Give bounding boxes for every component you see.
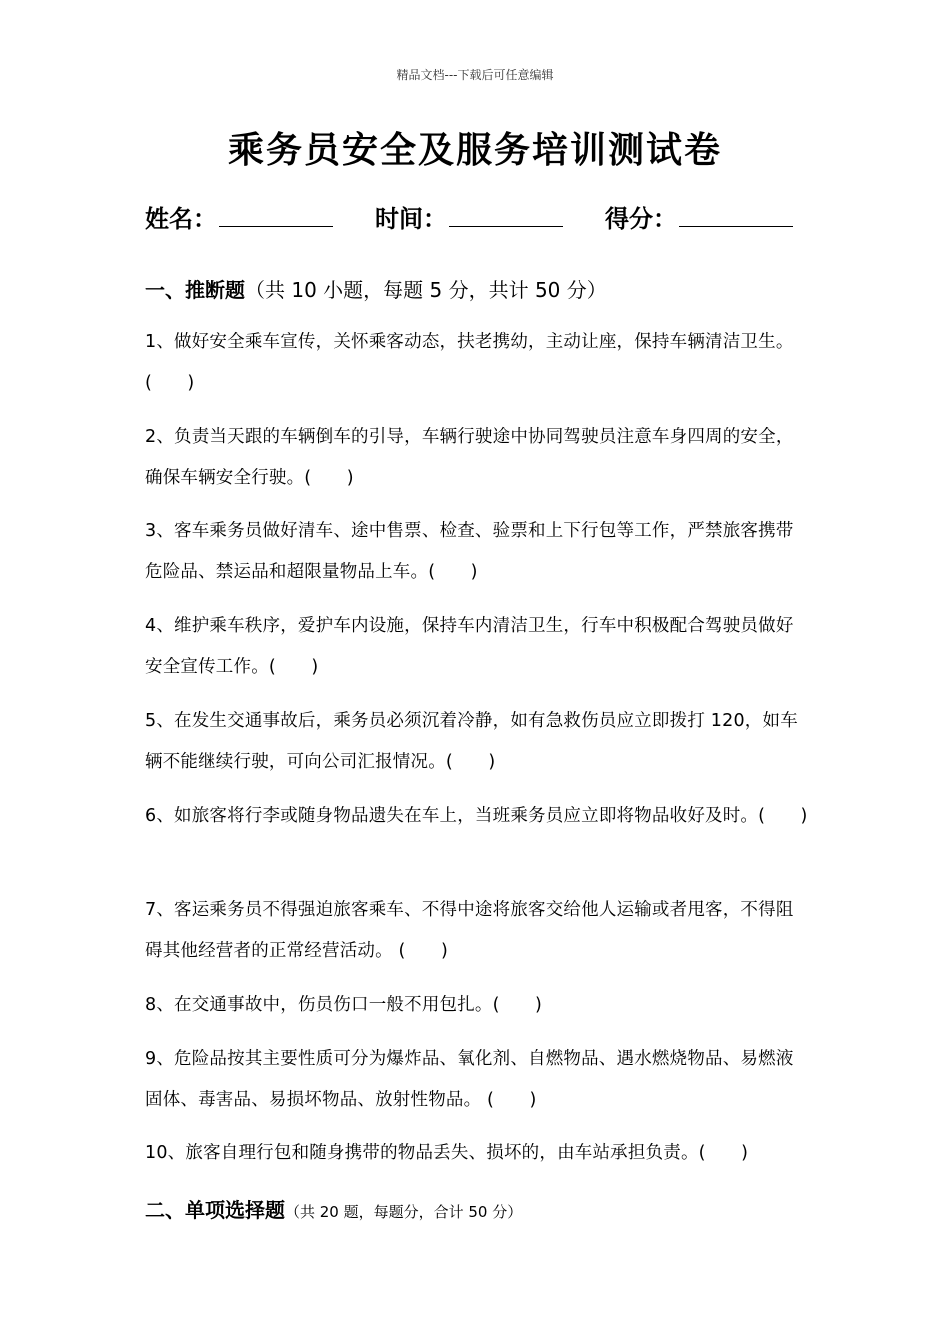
question-3: 3、客车乘务员做好清车、途中售票、检查、验票和上下行包等工作，严禁旅客携带危险品、禁运品和超限量物品上车。( ) xyxy=(145,521,794,582)
exam-title: 乘务员安全及服务培训测试卷 xyxy=(227,130,722,171)
name-blank[interactable] xyxy=(219,198,333,227)
question-4: 4、维护乘车秩序，爱护车内设施，保持车内清洁卫生，行车中积极配合驾驶员做好安全宣传工作。( ) xyxy=(145,616,794,677)
question-9: 9、危险品按其主要性质可分为爆炸品、氧化剂、自燃物品、遇水燃烧物品、易燃液固体、毒害品、易损坏物品、放射性物品。 ( ) xyxy=(145,1049,794,1110)
section-1-note: （共 10 小题，每题 5 分，共计 50 分） xyxy=(245,278,607,302)
question-7: 7、客运乘务员不得强迫旅客乘车、不得中途将旅客交给他人运输或者甩客，不得阻碍其他经营者的正常经营活动。 ( ) xyxy=(145,900,794,961)
question-2: 2、负责当天跟的车辆倒车的引导，车辆行驶途中协同驾驶员注意车身四周的安全，确保车辆安全行驶。( ) xyxy=(145,427,794,488)
score-label: 得分： xyxy=(605,205,677,233)
section-1-heading xyxy=(145,274,607,303)
name-field xyxy=(145,198,333,234)
question-8: 8、在交通事故中，伤员伤口一般不用包扎。( ) xyxy=(145,995,543,1015)
info-row xyxy=(145,198,825,238)
section-2-title: 二、单项选择题 xyxy=(145,1198,285,1222)
score-blank[interactable] xyxy=(679,198,793,227)
question-1: 1、做好安全乘车宣传，关怀乘客动态，扶老携幼，主动让座，保持车辆清洁卫生。( ) xyxy=(145,332,794,393)
header-note: 精品文档---下载后可任意编辑 xyxy=(396,68,554,82)
time-field xyxy=(375,198,563,234)
score-field xyxy=(605,198,793,234)
name-label: 姓名： xyxy=(145,205,217,233)
question-6: 6、如旅客将行李或随身物品遗失在车上，当班乘务员应立即将物品收好及时。( ) xyxy=(145,806,808,826)
section-1-title: 一、推断题 xyxy=(145,278,245,302)
time-blank[interactable] xyxy=(449,198,563,227)
section-2-note: （共 20 题，每题分，合计 50 分） xyxy=(285,1203,523,1221)
section-2-heading xyxy=(145,1194,522,1223)
question-10: 10、旅客自理行包和随身携带的物品丢失、损坏的，由车站承担负责。( ) xyxy=(145,1143,749,1163)
time-label: 时间： xyxy=(375,205,447,233)
question-5: 5、在发生交通事故后，乘务员必须沉着冷静，如有急救伤员应立即拨打 120，如车辆不能继续行驶，可向公司汇报情况。( ) xyxy=(145,711,798,772)
